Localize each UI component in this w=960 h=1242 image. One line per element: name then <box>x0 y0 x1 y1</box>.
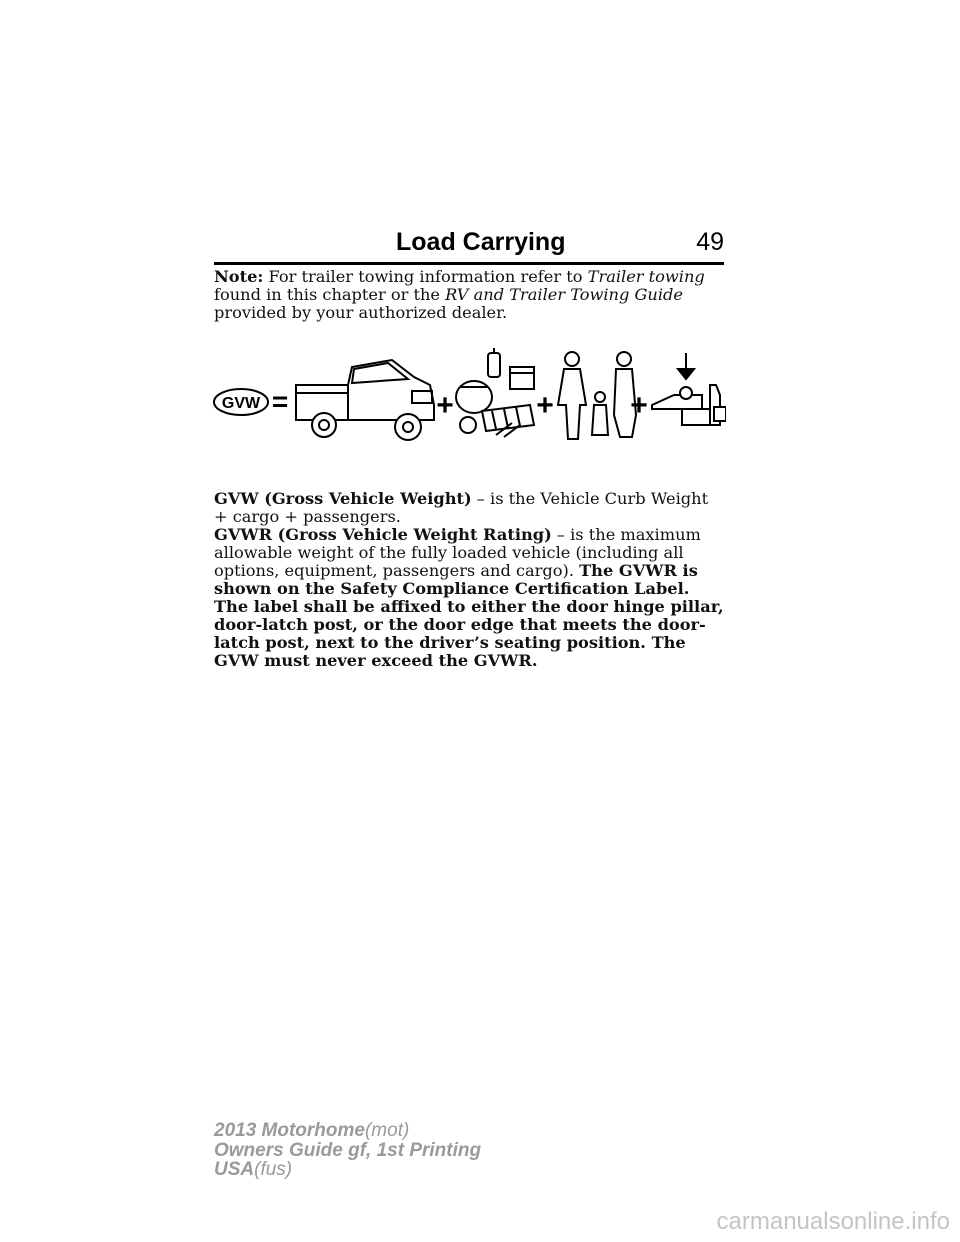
gvwr-label-location: The GVWR is shown on the Safety Compliance Certification Label. The label shall be affixed to either the door hinge pillar, door-latch post, or the door edge that meets the door-latch post, next to the driver’s seating position. The GVW must never exceed the GVWR. <box>214 561 724 670</box>
plus-sign: + <box>630 389 648 422</box>
note-text: found in this chapter or the <box>214 285 446 304</box>
cargo-icon <box>456 348 534 437</box>
section-title: Load Carrying <box>396 228 566 256</box>
pickup-truck-icon <box>296 360 434 440</box>
tongue-load-icon <box>652 353 726 425</box>
definitions-paragraph <box>214 490 726 670</box>
plus-sign: + <box>536 389 554 422</box>
page-number: 49 <box>696 228 724 256</box>
footer-model-code: (mot) <box>364 1120 410 1141</box>
gvw-term: GVW (Gross Vehicle Weight) <box>214 489 472 508</box>
passengers-icon <box>558 352 636 439</box>
gvwr-term: GVWR (Gross Vehicle Weight Rating) <box>214 525 552 544</box>
trailer-towing-reference: Trailer towing <box>587 267 705 286</box>
gvw-illustration <box>212 345 726 445</box>
note-label: Note: <box>214 267 264 286</box>
gvw-definition <box>214 490 726 526</box>
page-footer <box>214 1121 481 1180</box>
footer-market-code: (fus) <box>254 1159 293 1180</box>
gvw-badge-text: GVW <box>221 395 261 412</box>
note-text: provided by your authorized dealer. <box>214 303 508 322</box>
plus-sign: + <box>436 389 454 422</box>
gvwr-definition <box>214 526 726 670</box>
watermark: carmanualsonline.info <box>716 1208 950 1235</box>
footer-guide: Owners Guide gf, 1st Printing <box>214 1139 482 1161</box>
gvwr-description: – is the maximum allowable weight of the fully loaded vehicle (including all options, equipment, passengers and cargo). <box>214 525 701 580</box>
footer-line-1 <box>214 1121 481 1141</box>
gvw-description: – is the Vehicle Curb Weight + cargo + passengers. <box>214 489 709 526</box>
header-rule <box>214 262 724 265</box>
equals-sign: = <box>271 386 289 417</box>
page-header <box>214 228 724 262</box>
footer-model: 2013 Motorhome <box>214 1120 365 1141</box>
note-paragraph <box>214 268 726 322</box>
footer-line-2 <box>214 1141 481 1161</box>
note-text: For trailer towing information refer to <box>263 267 588 286</box>
gvw-badge <box>214 389 268 415</box>
towing-guide-reference: RV and Trailer Towing Guide <box>445 285 683 304</box>
footer-market: USA <box>214 1159 255 1180</box>
footer-line-3 <box>214 1160 481 1180</box>
